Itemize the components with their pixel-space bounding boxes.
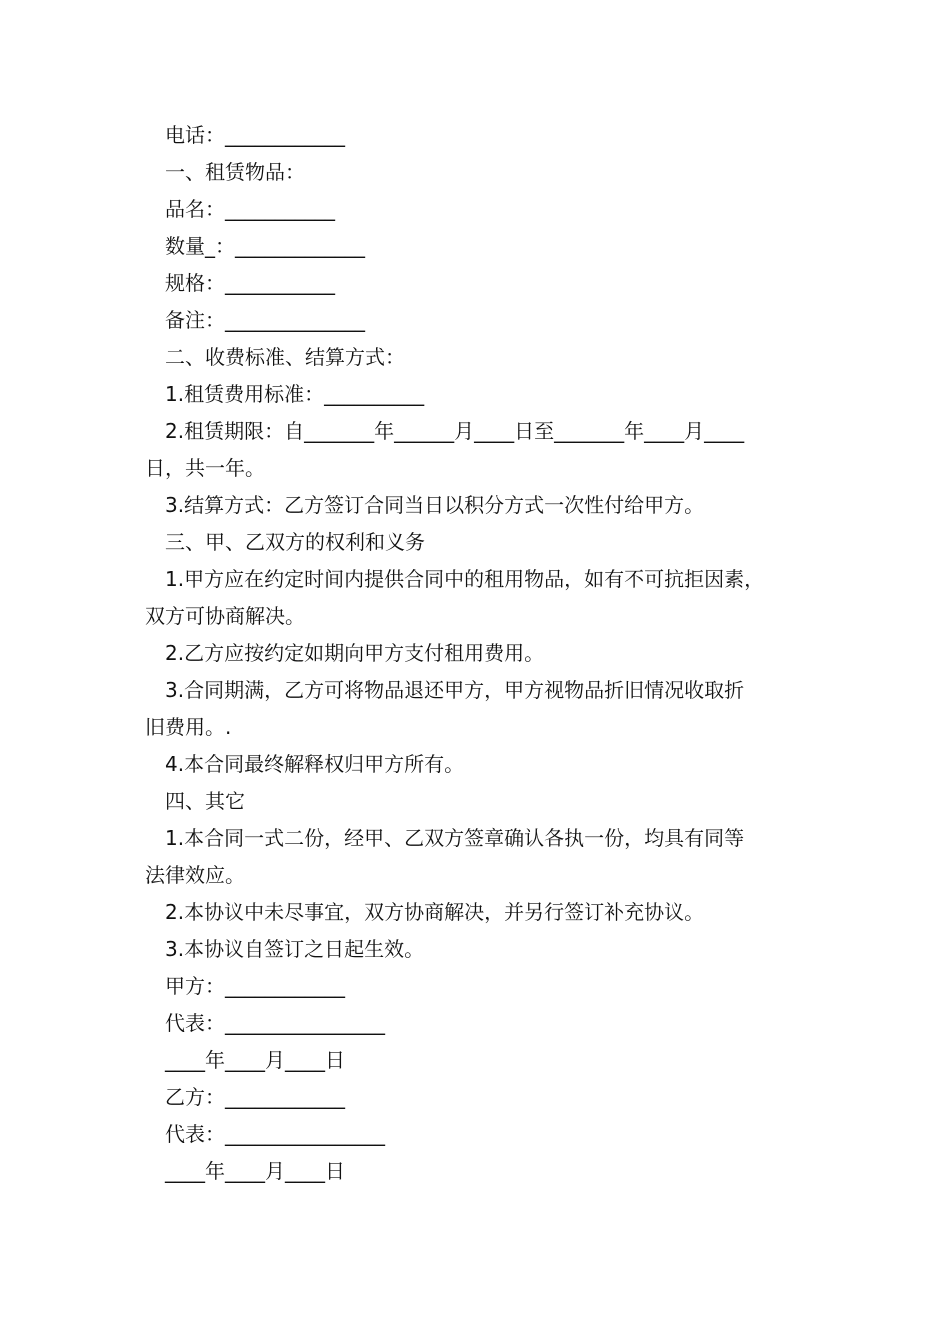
- clause-3-3-continuation: 旧费用。.: [145, 715, 232, 739]
- phone-field-line: 电话：____________: [165, 123, 345, 147]
- section-3-heading: 三、甲、乙双方的权利和义务: [165, 530, 425, 554]
- clause-3-1-continuation: 双方可协商解决。: [145, 604, 305, 628]
- clause-4-3-line: 3.本协议自签订之日起生效。: [165, 937, 425, 961]
- settlement-method-line: 3.结算方式：乙方签订合同当日以积分方式一次性付给甲方。: [165, 493, 705, 517]
- clause-3-1-line: 1.甲方应在约定时间内提供合同中的租用物品，如有不可抗拒因素，: [165, 567, 765, 591]
- clause-3-4-line: 4.本合同最终解释权归甲方所有。: [165, 752, 465, 776]
- quantity-line: 数量_：_____________: [165, 234, 365, 258]
- contract-body: [145, 117, 825, 1190]
- party-a-date-line: ____年____月____日: [165, 1048, 345, 1072]
- clause-3-2-line: 2.乙方应按约定如期向甲方支付租用费用。: [165, 641, 545, 665]
- clause-3-3-line: 3.合同期满，乙方可将物品退还甲方，甲方视物品折旧情况收取折: [165, 678, 745, 702]
- clause-4-1-line: 1.本合同一式二份，经甲、乙双方签章确认各执一份，均具有同等: [165, 826, 745, 850]
- section-1-heading: 一、租赁物品：: [165, 160, 305, 184]
- section-4-heading: 四、其它: [165, 789, 245, 813]
- rental-period-continuation: 日，共一年。: [145, 456, 265, 480]
- remarks-line: 备注：______________: [165, 308, 365, 332]
- party-a-representative-line: 代表：________________: [165, 1011, 385, 1035]
- section-2-heading: 二、收费标准、结算方式：: [165, 345, 405, 369]
- clause-4-1-continuation: 法律效应。: [145, 863, 245, 887]
- rental-fee-line: 1.租赁费用标准：__________: [165, 382, 425, 406]
- rental-period-line: 2.租赁期限：自_______年______月____日至_______年____月____: [165, 419, 745, 443]
- clause-4-2-line: 2.本协议中未尽事宜，双方协商解决，并另行签订补充协议。: [165, 900, 705, 924]
- party-b-line: 乙方：____________: [165, 1085, 345, 1109]
- party-a-line: 甲方：____________: [165, 974, 345, 998]
- party-b-representative-line: 代表：________________: [165, 1122, 385, 1146]
- item-name-line: 品名：___________: [165, 197, 335, 221]
- party-b-date-line: ____年____月____日: [165, 1159, 345, 1183]
- specification-line: 规格：___________: [165, 271, 335, 295]
